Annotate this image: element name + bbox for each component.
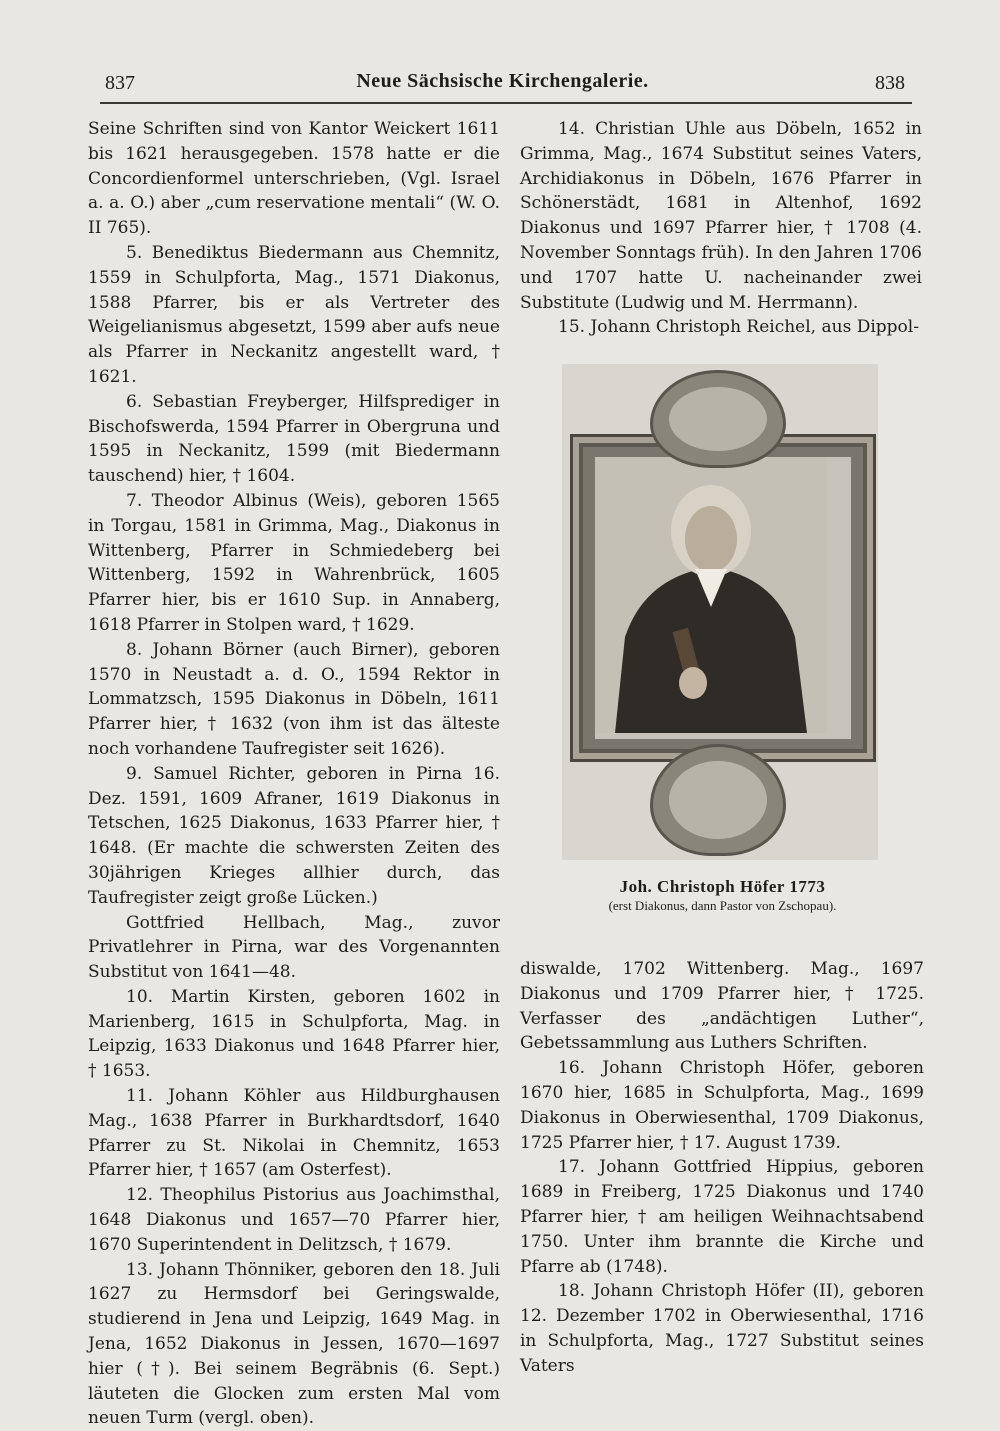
figure-caption [560,877,885,914]
header-rule [100,102,912,104]
paragraph: 6. Sebastian Freyberger, Hilfsprediger in Bischofswerda, 1594 Pfarrer in Obergruna und 1595 in Neckanitz, 1599 (mit Biedermann tauschend) hier, † 1604. [88,391,500,487]
paragraph: 7. Theodor Albinus (Weis), geboren 1565 in Torgau, 1581 in Grimma, Mag., Diakonus in Wittenberg, Pfarrer in Schmiedeberg bei Wittenberg, 1592 in Wahrenbrück, 1605 Pfarrer hier, bis er 1610 Sup. in Annaberg, 1618 Pfarrer in Stolpen ward, † 1629. [88,490,500,635]
picture-frame [570,434,876,762]
right-column-top [520,117,922,340]
ornament-cartouche-bottom [650,744,786,856]
running-title: Neue Sächsische Kirchengalerie. [356,70,649,92]
paragraph: 14. Christian Uhle aus Döbeln, 1652 in Grimma, Mag., 1674 Substitut seines Vaters, Archidiakonus in Döbeln, 1676 Pfarrer in Schönerstädt, 1681 in Altenhof, 1692 Diakonus und 1697 Pfarrer hier, † 1708 (4. November Sonntags früh). In den Jahren 1706 und 1707 hatte U. nacheinander zwei Substitute (Ludwig und M. Herrmann). [520,119,922,313]
paragraph: 8. Johann Börner (auch Birner), geboren 1570 in Neustadt a. d. O., 1594 Rektor in Lommatzsch, 1595 Diakonus in Döbeln, 1611 Pfarrer hier, † 1632 (von ihm ist das älteste noch vorhandene Taufregister seit 1626). [88,639,500,759]
caption-subtitle: (erst Diakonus, dann Pastor von Zschopau). [608,898,837,913]
paragraph: diswalde, 1702 Wittenberg. Mag., 1697 Diakonus und 1709 Pfarrer hier, † 1725. Verfasser des „andächtigen Luther“, Gebetssammlung aus Luthers Schriften. [520,959,924,1054]
paragraph: Gottfried Hellbach, Mag., zuvor Privatlehrer in Pirna, war des Vorgenannten Substitut von 1641—48. [88,912,500,983]
paragraph: 11. Johann Köhler aus Hildburghausen Mag., 1638 Pfarrer in Burkhardtsdorf, 1640 Pfarrer zu St. Nikolai in Chemnitz, 1653 Pfarrer hier, † 1657 (am Osterfest). [88,1086,500,1181]
right-column-bottom [520,957,924,1379]
ornament-cartouche-top [650,370,786,468]
caption-title: Joh. Christoph Höfer 1773 [619,877,826,896]
page-header [100,70,905,100]
page-number-left: 837 [105,72,135,94]
paragraph: 10. Martin Kirsten, geboren 1602 in Marienberg, 1615 in Schulpforta, Mag. in Leipzig, 1633 Diakonus und 1648 Pfarrer hier, † 1653. [88,986,500,1082]
paragraph: 17. Johann Gottfried Hippius, geboren 1689 in Freiberg, 1725 Diakonus und 1740 Pfarrer hier, † am heiligen Weihnachtsabend 1750. Unter ihm brannte die Kirche und Pfarre ab (1748). [520,1157,924,1277]
paragraph: 16. Johann Christoph Höfer, geboren 1670 hier, 1685 in Schulpforta, Mag., 1699 Diakonus in Oberwiesenthal, 1709 Diakonus, 1725 Pfarrer hier, † 17. August 1739. [520,1058,924,1153]
paragraph: 5. Benediktus Biedermann aus Chemnitz, 1559 in Schulpforta, Mag., 1571 Diakonus, 1588 Pfarrer, bis er als Vertreter des Weigelianismus abgesetzt, 1599 aber aufs neue als Pfarrer in Neckanitz angestellt ward, † 1621. [88,242,500,387]
paragraph: Seine Schriften sind von Kantor Weickert 1611 bis 1621 herausgegeben. 1578 hatte er die Concordienformel unterschrieben, (Vgl. Israel a. a. O.) aber „cum reservatione mentali“ (W. O. II 765). [88,119,500,239]
page-number-right: 838 [875,72,905,94]
portrait-figure [562,364,878,860]
left-column [88,117,500,1431]
paragraph: 13. Johann Thönniker, geboren den 18. Juli 1627 zu Hermsdorf bei Geringswalde, studierend in Jena und Leipzig, 1649 Mag. in Jena, 1652 Diakonus in Jessen, 1670—1697 hier (†). Bei seinem Begräbnis (6. Sept.) läuteten die Glocken zum ersten Mal vom neuen Turm (vergl. oben). [88,1259,500,1429]
paragraph: 9. Samuel Richter, geboren in Pirna 16. Dez. 1591, 1609 Afraner, 1619 Diakonus in Tetschen, 1625 Diakonus, 1633 Pfarrer hier, † 1648. (Er machte die schwersten Zeiten des 30jährigen Krieges allhier durch, das Taufregister zeigt große Lücken.) [88,763,500,908]
portrait-image [595,457,851,739]
portrait-illustration [595,457,827,733]
paragraph: 18. Johann Christoph Höfer (II), geboren 12. Dezember 1702 in Oberwiesenthal, 1716 in Schulpforta, Mag., 1727 Substitut seines Vaters [520,1281,924,1376]
paragraph: 12. Theophilus Pistorius aus Joachimsthal, 1648 Diakonus und 1657—70 Pfarrer hier, 1670 Superintendent in Delitzsch, † 1679. [88,1185,500,1255]
paragraph: 15. Johann Christoph Reichel, aus Dippol- [558,317,919,338]
